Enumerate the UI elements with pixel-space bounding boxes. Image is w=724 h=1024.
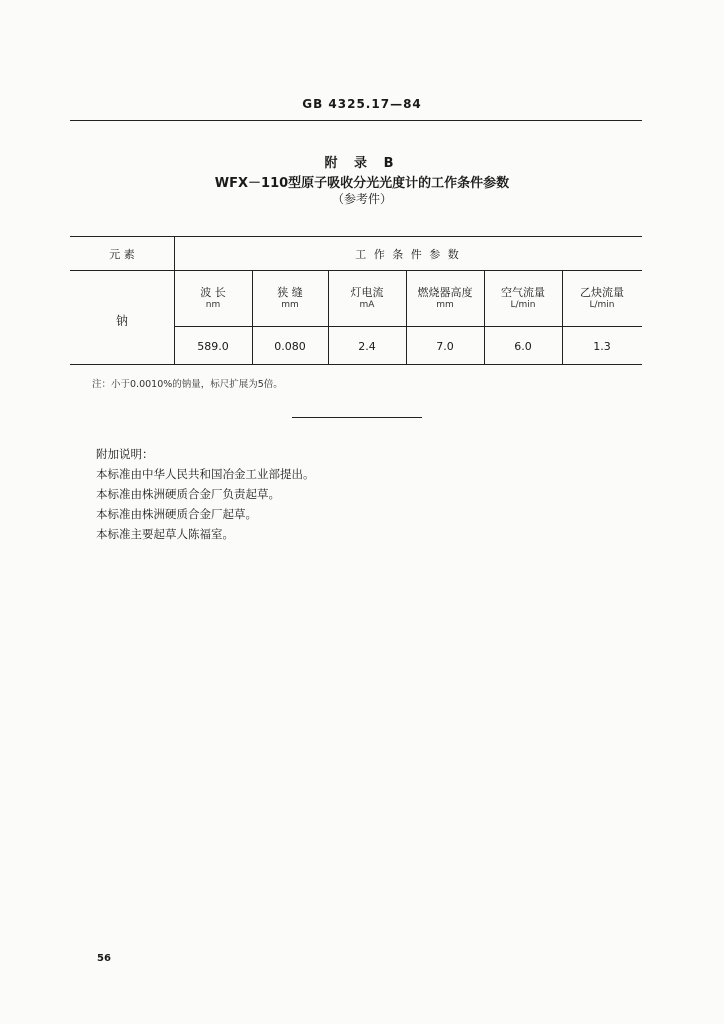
column-name: 空气流量 [501,286,545,299]
conditions-header: 工 作 条 件 参 数 [355,248,461,261]
additional-heading: 附加说明： [96,447,154,461]
column-unit: L/min [510,300,536,310]
additional-line: 本标准主要起草人陈福室。 [96,527,234,541]
column-header [252,284,328,310]
column-name: 灯电流 [350,286,384,299]
column-unit: mm [281,300,299,310]
column-unit: L/min [589,300,615,310]
table-footnote: 注：小于0.0010%的钠量，标尺扩展为5倍。 [92,379,283,390]
table-cell: 0.080 [274,340,306,353]
row-element: 钠 [115,314,128,328]
table-bottom-rule [70,364,642,365]
table-top-rule [70,236,642,237]
appendix-reference-note: （参考件） [331,192,392,206]
element-header: 元 素 [109,248,135,261]
appendix-subtitle: WFX－110型原子吸收分光光度计的工作条件参数 [214,176,510,191]
separator-rule [292,417,422,418]
column-header [174,284,252,310]
column-unit: nm [205,300,221,310]
appendix-title: 附 录 B [324,156,400,171]
table-cell: 589.0 [197,340,229,353]
table-cell: 2.4 [358,340,376,353]
table-cell: 1.3 [593,340,611,353]
table-cell: 7.0 [436,340,454,353]
header-rule [70,120,642,121]
column-name: 乙炔流量 [580,286,624,299]
standard-code: GB 4325.17—84 [302,97,422,111]
additional-line: 本标准由中华人民共和国冶金工业部提出。 [96,467,315,481]
working-conditions-table [70,236,642,366]
column-header [406,284,484,310]
column-unit: mm [436,300,454,310]
table-cell: 6.0 [514,340,532,353]
column-name: 燃烧器高度 [417,286,473,299]
additional-line: 本标准由株洲硬质合金厂起草。 [96,507,257,521]
additional-line: 本标准由株洲硬质合金厂负责起草。 [96,487,280,501]
column-unit: mA [359,300,375,310]
column-header [484,284,562,310]
column-header [562,284,642,310]
table-header-rule [70,270,642,271]
page-number: 56 [97,953,111,964]
column-name: 波 长 [200,286,226,299]
column-header [328,284,406,310]
table-unit-rule [174,326,642,327]
column-name: 狭 缝 [277,286,303,299]
